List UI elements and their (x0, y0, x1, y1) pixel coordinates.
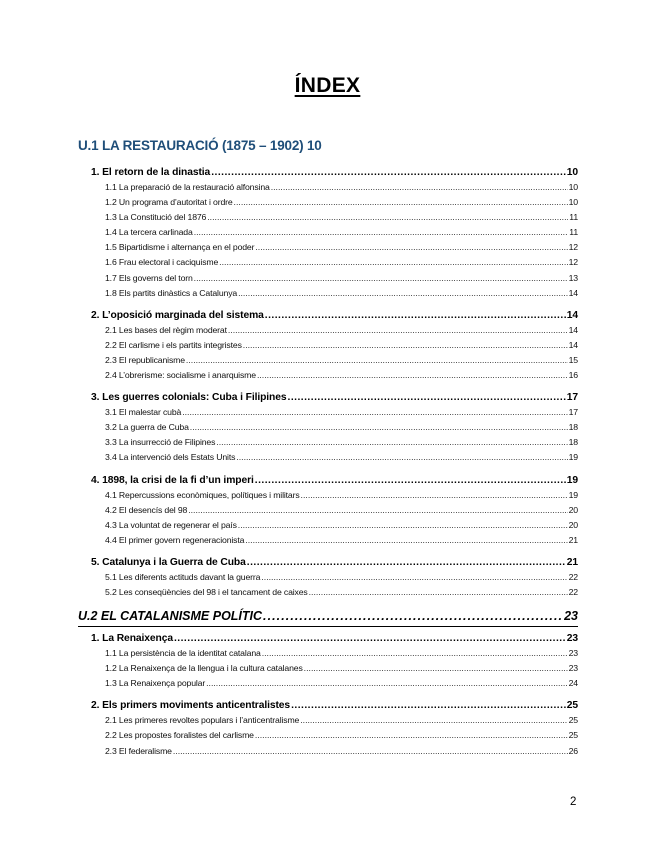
toc-section-entry[interactable] (105, 257, 578, 272)
entry-page: 17 (566, 392, 578, 404)
toc-section-entry[interactable] (105, 212, 578, 227)
toc-section-entry[interactable] (105, 505, 578, 520)
entry-page: 20 (568, 519, 578, 530)
toc-section-entry[interactable] (105, 340, 578, 355)
entry-page: 10 (566, 167, 578, 178)
entry-title: 1. El retorn de la dinastia (91, 167, 211, 178)
dot-leader (309, 587, 568, 597)
toc-section-entry[interactable] (105, 437, 578, 452)
dot-leader (263, 609, 563, 623)
toc-section-entry[interactable] (105, 648, 578, 663)
entry-page: 14 (566, 309, 578, 321)
entry-title: 1.5 Bipartidisme i alternança en el poder (105, 242, 255, 253)
toc-section-entry[interactable] (105, 678, 578, 693)
dot-leader (291, 700, 566, 711)
entry-title: 5.1 Les diferents actituds davant la guerra (105, 571, 261, 582)
dot-leader (211, 167, 566, 178)
toc-chapter-entry[interactable] (91, 475, 578, 490)
entry-title: 2.2 El carlisme i els partits integristes (105, 339, 242, 350)
dot-leader (234, 197, 568, 207)
dot-leader (247, 557, 566, 568)
toc-section-entry[interactable] (105, 715, 578, 730)
toc-section-entry[interactable] (105, 355, 578, 370)
entry-title: 4. 1898, la crisi de la fi d’un imperi (91, 474, 254, 486)
entry-page: 14 (568, 339, 578, 350)
chapter-group (78, 633, 578, 693)
toc-section-entry[interactable] (105, 407, 578, 422)
toc-section-entry[interactable] (105, 370, 578, 385)
page-number: 2 (570, 796, 577, 808)
entry-title: 3. Les guerres colonials: Cuba i Filipines (91, 392, 287, 404)
entry-title: 1.4 La tercera carlinada (105, 227, 193, 238)
dot-leader (236, 452, 567, 462)
entry-title: 5. Catalunya i la Guerra de Cuba (91, 556, 246, 568)
toc-section-entry[interactable] (105, 663, 578, 678)
entry-page: 11 (569, 212, 578, 223)
toc-section-entry[interactable] (105, 535, 578, 550)
entry-page: 15 (568, 354, 578, 365)
entry-page: 22 (568, 586, 578, 597)
entry-title: 1.2 Un programa d’autoritat i ordre (105, 197, 233, 208)
dot-leader (265, 310, 566, 321)
entry-title: 2.4 L’obrerisme: socialisme i anarquisme (105, 370, 256, 381)
unit-heading-entry[interactable] (78, 609, 578, 627)
entry-title: 1.7 Els governs del torn (105, 272, 193, 283)
entry-page: 19 (566, 474, 578, 486)
chapter-group (78, 167, 578, 303)
table-of-contents (78, 130, 578, 768)
dot-leader (207, 212, 568, 222)
toc-chapter-entry[interactable] (91, 167, 578, 182)
dot-leader (288, 392, 566, 403)
entry-page: 12 (568, 257, 578, 268)
chapter-group (78, 310, 578, 385)
entry-title: 2.2 Les propostes foralistes del carlisme (105, 730, 254, 741)
toc-section-entry[interactable] (105, 746, 578, 761)
dot-leader (255, 475, 566, 486)
toc-section-entry[interactable] (105, 242, 578, 257)
toc-section-entry[interactable] (105, 490, 578, 505)
entry-title: 4.3 La voluntat de regenerar el país (105, 519, 237, 530)
entry-title: 1.2 La Renaixença de la llengua i la cultura catalanes (105, 663, 303, 674)
dot-leader (304, 663, 568, 673)
entry-page: 13 (568, 272, 578, 283)
entry-title: 1.1 La preparació de la restauració alfonsina (105, 182, 270, 192)
toc-section-entry[interactable] (105, 452, 578, 467)
entry-title: 2. Els primers moviments anticentralistes (91, 700, 291, 712)
toc-section-entry[interactable] (105, 288, 578, 303)
entry-page: 24 (568, 678, 578, 689)
dot-leader (182, 407, 567, 417)
entry-page: 10 (568, 182, 578, 192)
entry-page: 14 (568, 324, 578, 335)
entry-title: 3.1 El malestar cubà (105, 407, 182, 418)
entry-page: 12 (568, 242, 578, 253)
dot-leader (245, 535, 567, 545)
entry-title: 3.3 La insurrecció de Filipines (105, 437, 216, 448)
entry-page: 23 (568, 663, 578, 674)
toc-chapter-entry[interactable] (91, 633, 578, 648)
entry-title: 2.3 El federalisme (105, 745, 172, 756)
toc-section-entry[interactable] (105, 325, 578, 340)
dot-leader (206, 678, 568, 688)
entry-page: 14 (568, 287, 578, 298)
dot-leader (257, 370, 568, 380)
entry-page: 23 (566, 633, 578, 645)
entry-title: 1.8 Els partits dinàstics a Catalunya (105, 287, 238, 298)
entry-page: 11 (569, 227, 578, 238)
entry-page: 21 (566, 556, 578, 568)
dot-leader (216, 437, 567, 447)
dot-leader (194, 227, 569, 237)
dot-leader (174, 633, 566, 644)
page-title: ÍNDEX (294, 74, 361, 97)
dot-leader (188, 505, 567, 515)
dot-leader (255, 242, 567, 252)
dot-leader (194, 273, 568, 283)
entry-title: 4.2 El desencís del 98 (105, 504, 188, 515)
dot-leader (219, 257, 567, 267)
entry-page: 18 (568, 437, 578, 448)
toc-section-entry[interactable] (105, 730, 578, 745)
entry-page: 17 (568, 407, 578, 418)
entry-page: 19 (568, 489, 578, 500)
entry-page: 18 (568, 422, 578, 433)
dot-leader (262, 648, 568, 658)
toc-section-entry[interactable] (105, 182, 578, 197)
entry-title: 2.1 Les primeres revoltes populars i l’anticentralisme (105, 715, 300, 726)
dot-leader (261, 572, 567, 582)
entry-page: 23 (564, 609, 578, 624)
toc-chapter-entry[interactable] (91, 310, 578, 325)
dot-leader (238, 288, 568, 298)
toc-section-entry[interactable] (105, 422, 578, 437)
entry-page: 23 (568, 648, 578, 659)
toc-section-entry[interactable] (105, 273, 578, 288)
dot-leader (271, 182, 568, 192)
toc-section-entry[interactable] (105, 572, 578, 587)
chapter-group (78, 475, 578, 550)
entry-page: 16 (568, 370, 578, 381)
dot-leader (228, 325, 568, 335)
entry-title: 2.3 El republicanisme (105, 354, 185, 365)
unit-heading: U.2 EL CATALANISME POLÍTIC (78, 609, 263, 624)
entry-title: 1.3 La Renaixença popular (105, 678, 206, 689)
entry-title: 1. La Renaixença (91, 633, 173, 645)
entry-title: 1.6 Frau electoral i caciquisme (105, 257, 219, 268)
entry-page: 21 (568, 534, 578, 545)
toc-section-entry[interactable] (105, 227, 578, 242)
toc-chapter-entry[interactable] (91, 392, 578, 407)
entry-title: 4.4 El primer govern regeneracionista (105, 534, 245, 545)
entry-page: 19 (568, 452, 578, 463)
dot-leader (186, 355, 568, 365)
dot-leader (173, 746, 568, 756)
toc-section-entry[interactable] (105, 587, 578, 602)
entry-title: 3.4 La intervenció dels Estats Units (105, 452, 236, 463)
entry-page: 26 (568, 745, 578, 756)
chapter-group (78, 557, 578, 602)
chapter-group (78, 700, 578, 760)
toc-section-entry[interactable] (105, 197, 578, 212)
entry-page: 25 (566, 700, 578, 712)
chapter-group (78, 392, 578, 467)
entry-page: 25 (568, 730, 578, 741)
entry-title: 3.2 La guerra de Cuba (105, 422, 189, 433)
dot-leader (243, 340, 568, 350)
dot-leader (300, 715, 567, 725)
dot-leader (238, 520, 568, 530)
dot-leader (301, 490, 568, 500)
toc-section-entry[interactable] (105, 520, 578, 535)
entry-page: 25 (568, 715, 578, 726)
entry-page: 10 (568, 197, 578, 208)
toc-chapter-entry[interactable] (91, 557, 578, 572)
dot-leader (255, 730, 568, 740)
entry-page: 22 (568, 571, 578, 582)
entry-title: 2.1 Les bases del règim moderat (105, 324, 227, 335)
entry-title: 1.1 La persistència de la identitat catalana (105, 648, 261, 659)
entry-title: 1.3 La Constitució del 1876 (105, 212, 207, 223)
entry-title: 4.1 Repercussions econòmiques, polítiques i militars (105, 489, 300, 500)
entry-page: 20 (568, 504, 578, 515)
dot-leader (190, 422, 568, 432)
unit-heading: U.1 LA RESTAURACIÓ (1875 – 1902) 10 (78, 138, 322, 153)
entry-title: 2. L’oposició marginada del sistema (91, 309, 264, 321)
toc-chapter-entry[interactable] (91, 700, 578, 715)
entry-title: 5.2 Les conseqüències del 98 i el tancament de caixes (105, 586, 308, 597)
